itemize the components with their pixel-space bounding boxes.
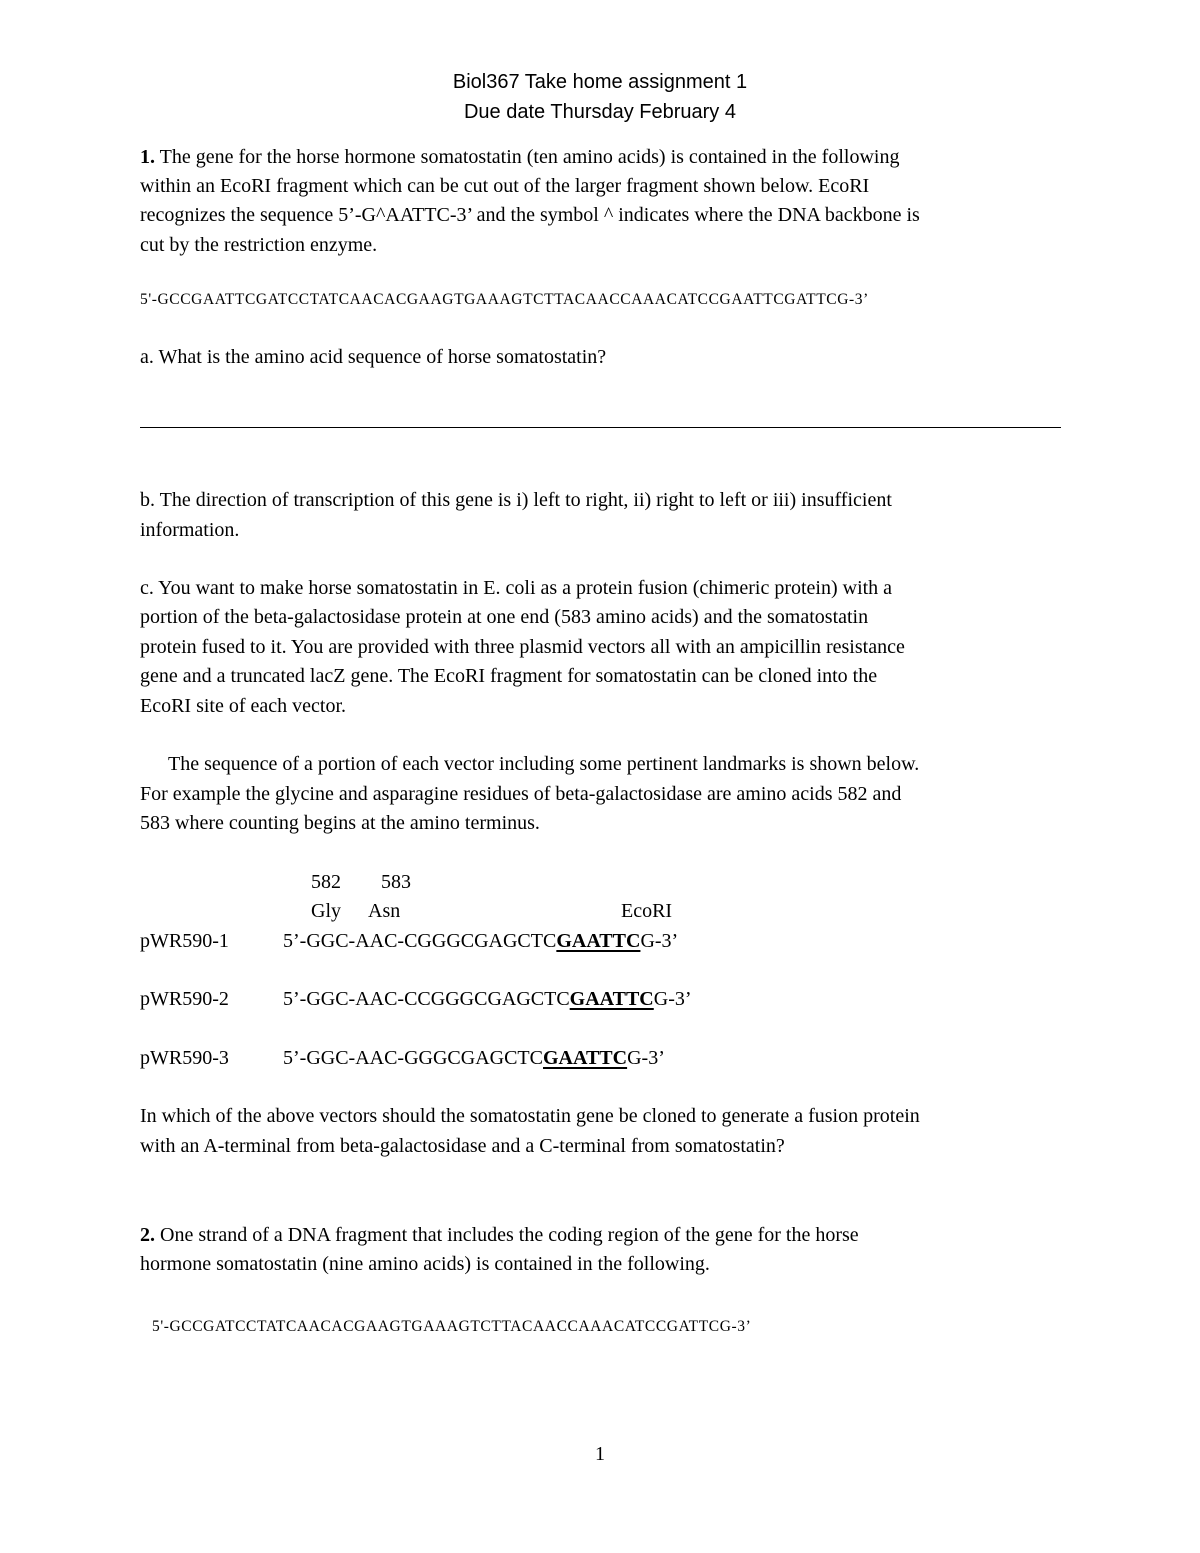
landmark-gly: Gly xyxy=(311,900,341,922)
q2-number: 2. xyxy=(140,1224,155,1246)
ecori-site: GAATTC xyxy=(569,988,654,1010)
q2-dna-sequence: 5'-GCCGATCCTATCAACACGAAGTGAAAGTCTTACAACCAAACATCCGATTCG-3’ xyxy=(152,1318,752,1335)
q1-part-c-line-1: c. You want to make horse somatostatin in E. coli as a protein fusion (chimeric protein) with a xyxy=(140,577,893,599)
vector-intro-line-2: For example the glycine and asparagine residues of beta-galactosidase are amino acids 582 and xyxy=(140,783,902,805)
q1-intro-line-4: cut by the restriction enzyme. xyxy=(140,234,378,256)
vector-3-name: pWR590-3 xyxy=(140,1047,229,1069)
vector-1-name: pWR590-1 xyxy=(140,930,229,952)
q1-dna-sequence: 5'-GCCGAATTCGATCCTATCAACACGAAGTGAAAGTCTTACAACCAAACATCCGAATTCGATTCG-3’ xyxy=(140,291,869,308)
q1-number: 1. xyxy=(140,146,155,168)
vector-intro-line-3: 583 where counting begins at the amino terminus. xyxy=(140,812,540,834)
q1-closing-line-1: In which of the above vectors should the somatostatin gene be cloned to generate a fusion protein xyxy=(140,1105,920,1127)
ecori-site: GAATTC xyxy=(556,930,641,952)
q1-intro-line-1: 1. The gene for the horse hormone somatostatin (ten amino acids) is contained in the following xyxy=(140,146,900,168)
q1-part-a: a. What is the amino acid sequence of horse somatostatin? xyxy=(140,346,607,368)
landmark-ecori: EcoRI xyxy=(621,900,673,922)
q1-part-b-line-1: b. The direction of transcription of this gene is i) left to right, ii) right to left or iii) insufficient xyxy=(140,489,892,511)
q2-line-1: 2. One strand of a DNA fragment that includes the coding region of the gene for the horse xyxy=(140,1224,859,1246)
vector-intro-line-1: The sequence of a portion of each vector including some pertinent landmarks is shown below. xyxy=(168,753,920,775)
vector-2-sequence: 5’-GGC-AAC-CCGGGCGAGCTCGAATTCG-3’ xyxy=(283,988,692,1010)
q1-part-b-line-2: information. xyxy=(140,519,240,541)
vector-2-name: pWR590-2 xyxy=(140,988,229,1010)
q1-part-c-line-2: portion of the beta-galactosidase protein at one end (583 amino acids) and the somatostatin xyxy=(140,606,869,628)
page-number: 1 xyxy=(595,1443,605,1465)
landmark-asn: Asn xyxy=(368,900,401,922)
q1-intro-line-2: within an EcoRI fragment which can be cut out of the larger fragment shown below. EcoRI xyxy=(140,175,870,197)
q1-part-c-line-5: EcoRI site of each vector. xyxy=(140,695,347,717)
vector-3-sequence: 5’-GGC-AAC-GGGCGAGCTCGAATTCG-3’ xyxy=(283,1047,665,1069)
ecori-site: GAATTC xyxy=(543,1047,628,1069)
q1-intro-line-3: recognizes the sequence 5’-G^AATTC-3’ and the symbol ^ indicates where the DNA backbone is xyxy=(140,204,920,226)
q2-line-2: hormone somatostatin (nine amino acids) is contained in the following. xyxy=(140,1253,710,1275)
q1-closing-line-2: with an A-terminal from beta-galactosidase and a C-terminal from somatostatin? xyxy=(140,1135,785,1157)
due-date: Due date Thursday February 4 xyxy=(463,101,736,123)
assignment-title: Biol367 Take home assignment 1 xyxy=(452,71,748,93)
q1-part-c-line-3: protein fused to it. You are provided with three plasmid vectors all with an ampicillin resistance xyxy=(140,636,905,658)
q1-part-c-line-4: gene and a truncated lacZ gene. The EcoRI fragment for somatostatin can be cloned into the xyxy=(140,665,878,687)
landmark-582: 582 xyxy=(311,871,341,893)
landmark-583: 583 xyxy=(381,871,411,893)
answer-line xyxy=(140,427,1061,428)
vector-1-sequence: 5’-GGC-AAC-CGGGCGAGCTCGAATTCG-3’ xyxy=(283,930,679,952)
